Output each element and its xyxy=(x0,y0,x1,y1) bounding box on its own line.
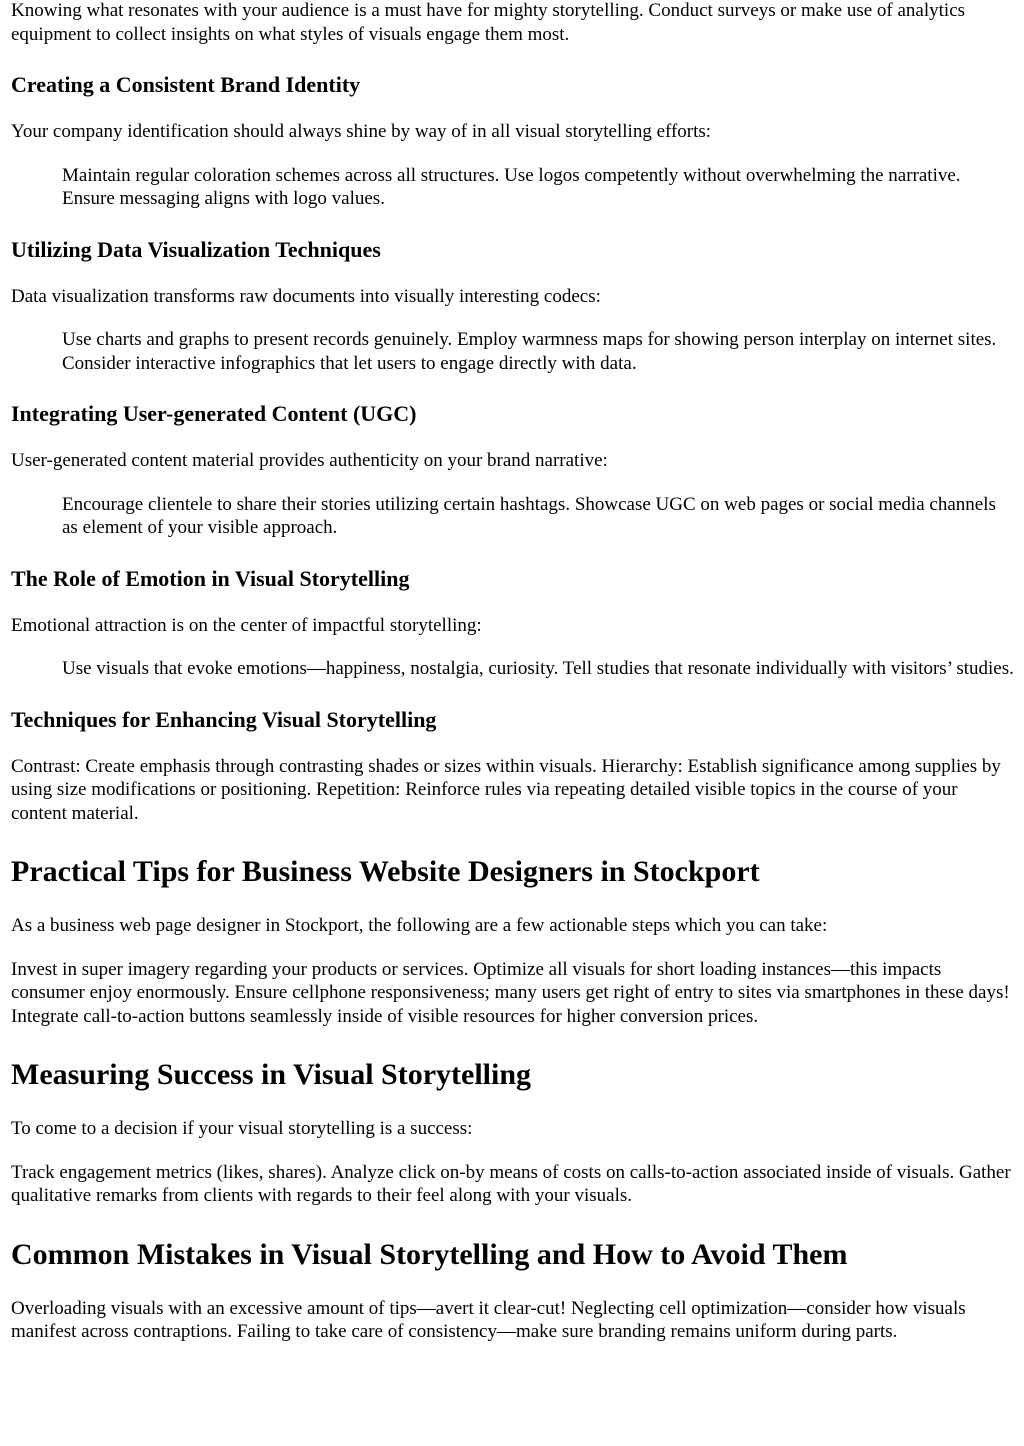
measuring-success-paragraph: Track engagement metrics (likes, shares). Analyze click on-by means of costs on calls-to-action associated inside of visuals. Gather qualitative remarks from clients with regards to their feel along with your visuals. xyxy=(11,1161,1011,1206)
section-lead-brand-identity: Your company identification should always shine by way of in all visual storytelling efforts: xyxy=(11,121,712,142)
practical-tips-lead: As a business web page designer in Stockport, the following are a few actionable steps which you can take: xyxy=(11,915,828,936)
section-lead-ugc: User-generated content material provides authenticity on your brand narrative: xyxy=(11,450,608,471)
section-lead-emotion: Emotional attraction is on the center of impactful storytelling: xyxy=(11,614,482,636)
section-heading-emotion: The Role of Emotion in Visual Storytelling xyxy=(11,565,410,591)
section-quote-ugc: Encourage clientele to share their stories utilizing certain hashtags. Showcase UGC on web pages or social media channels as element of your visible approach. xyxy=(62,493,996,538)
practical-tips-paragraph: Invest in super imagery regarding your products or services. Optimize all visuals for short loading instances—this impacts consumer enjoy enormously. Ensure cellphone responsiveness; many users get right of entry to sites via smartphones in these days! Integrate call-to-action buttons seamlessly inside of visible resources for higher conversion prices. xyxy=(11,958,1010,1027)
measuring-success-lead: To come to a decision if your visual storytelling is a success: xyxy=(11,1118,473,1139)
heading-measuring-success: Measuring Success in Visual Storytelling xyxy=(11,1058,532,1091)
section-quote-brand-identity: Maintain regular coloration schemes across all structures. Use logos competently without overwhelming the narrative. Ensure messaging aligns with logo values. xyxy=(62,164,961,209)
heading-practical-tips: Practical Tips for Business Website Designers in Stockport xyxy=(11,855,760,888)
section-heading-brand-identity: Creating a Consistent Brand Identity xyxy=(11,72,361,97)
heading-common-mistakes: Common Mistakes in Visual Storytelling and How to Avoid Them xyxy=(11,1237,848,1271)
section-heading-data-visualization: Utilizing Data Visualization Techniques xyxy=(11,236,381,262)
section-quote-data-visualization: Use charts and graphs to present records genuinely. Employ warmness maps for showing person interplay on internet sites. Consider interactive infographics that let users to engage directly with data. xyxy=(62,329,997,374)
section-heading-techniques: Techniques for Enhancing Visual Storytelling xyxy=(11,706,437,732)
section-lead-data-visualization: Data visualization transforms raw documents into visually interesting codecs: xyxy=(11,285,601,307)
intro-paragraph: Knowing what resonates with your audience is a must have for mighty storytelling. Conduct surveys or make use of analytics equipment to collect insights on what styles of visuals engage them most. xyxy=(11,0,966,45)
techniques-paragraph: Contrast: Create emphasis through contrasting shades or sizes within visuals. Hierarchy: Establish significance among supplies by using size modifications or positioning. Repetition: Reinforce rules via repeating detailed visible topics in the course of your content material. xyxy=(11,755,1001,824)
section-quote-emotion: Use visuals that evoke emotions—happiness, nostalgia, curiosity. Tell studies that resonate individually with visitors’ studies. xyxy=(62,658,1014,679)
section-heading-ugc: Integrating User-generated Content (UGC) xyxy=(11,401,417,426)
common-mistakes-paragraph: Overloading visuals with an excessive amount of tips—avert it clear-cut! Neglecting cell optimization—consider how visuals manifest across contraptions. Failing to take care of consistency—make sure branding remains uniform during parts. xyxy=(11,1297,966,1342)
